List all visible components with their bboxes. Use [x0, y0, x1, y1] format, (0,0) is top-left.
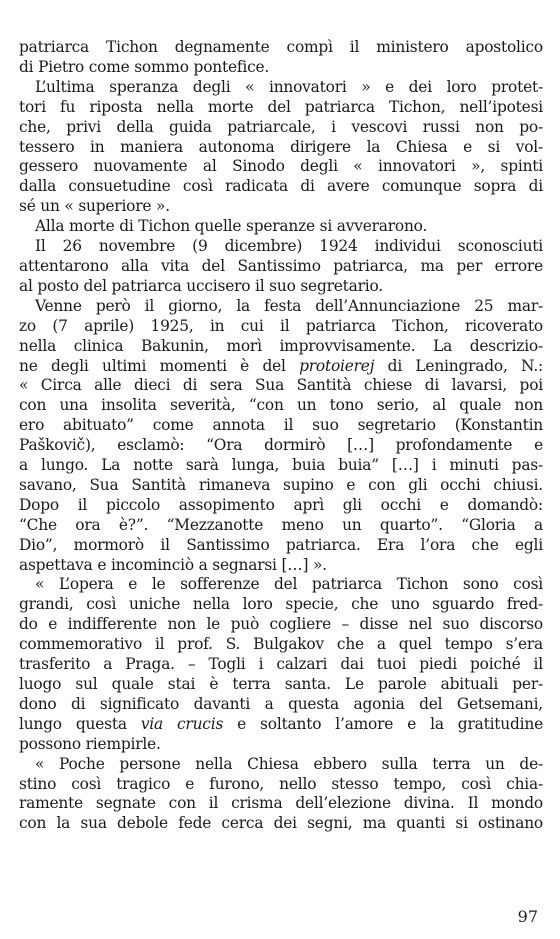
- text-line: Dio”, mormorò il Santissimo patriarca. Era l’ora che egli: [19, 535, 543, 554]
- text-line: gessero nuovamente al Sinodo degli « innovatori », spinti: [19, 157, 543, 176]
- text-line: « L’opera e le sofferenze del patriarca Tichon sono così: [35, 575, 543, 594]
- text-line: ero abituato” come annota il suo segretario (Konstantin: [19, 416, 543, 435]
- text-line: trasferito a Praga. – Togli i calzari dai tuoi piedi poiché il: [19, 655, 543, 674]
- text-line: tessero in maniera autonoma dirigere la Chiesa e si vol-: [19, 137, 543, 156]
- text-line: “Che ora è?”. “Mezzanotte meno un quarto”. “Gloria a: [19, 515, 543, 534]
- text-line: con la sua debole fede cerca dei segni, ma quanti si ostinano: [19, 814, 543, 833]
- text-line: Dopo il piccolo assopimento aprì gli occhi e domandò:: [19, 495, 543, 514]
- page-body-text: [19, 38, 543, 834]
- text-line: attentarono alla vita del Santissimo patriarca, ma per errore: [19, 256, 543, 275]
- text-line: « Poche persone nella Chiesa ebbero sulla terra un de-: [35, 754, 543, 773]
- text-line: aspettava e incominciò a segnarsi […] ».: [19, 555, 327, 574]
- text-line: patriarca Tichon degnamente compì il ministero apostolico: [19, 38, 543, 56]
- text-line: sé un « superiore ».: [19, 197, 170, 216]
- text-line: possono riempirle.: [19, 734, 161, 753]
- page-number: 97: [517, 907, 538, 926]
- text-line: lungo questa via crucis e soltanto l’amore e la gratitudine: [19, 714, 543, 733]
- text-line: dono di significato davanti a questa agonia del Getsemani,: [19, 694, 543, 713]
- text-line: di Pietro come sommo pontefice.: [19, 57, 270, 76]
- text-line: commemorativo il prof. S. Bulgakov che a quel tempo s’era: [19, 635, 543, 654]
- text-line: con una insolita severità, “con un tono serio, al quale non: [19, 396, 543, 415]
- text-line: « Circa alle dieci di sera Sua Santità chiese di lavarsi, poi: [19, 376, 543, 395]
- text-line: savano, Sua Santità rimaneva supino e con gli occhi chiusi.: [19, 475, 543, 494]
- text-line: che, privi della guida patriarcale, i vescovi russi non po-: [19, 117, 543, 136]
- text-line: ne degli ultimi momenti è del protoierej di Leningrado, N.:: [19, 356, 543, 375]
- text-line: Alla morte di Tichon quelle speranze si avverarono.: [35, 217, 428, 236]
- text-line: Il 26 novembre (9 dicembre) 1924 individui sconosciuti: [35, 237, 543, 256]
- text-line: luogo sul quale stai è terra santa. Le parole abituali per-: [19, 675, 543, 693]
- text-line: al posto del patriarca uccisero il suo segretario.: [19, 276, 383, 295]
- text-line: ramente segnate con il crisma dell’elezione divina. Il mondo: [19, 794, 543, 813]
- text-line: L’ultima speranza degli « innovatori » e dei loro protet-: [35, 77, 543, 96]
- text-line: do e indifferente non le può cogliere – disse nel suo discorso: [19, 615, 543, 634]
- text-line: tori fu riposta nella morte del patriarca Tichon, nell’ipotesi: [19, 97, 543, 116]
- text-line: nella clinica Bakunin, morì improvvisamente. La descrizio-: [19, 336, 543, 355]
- text-line: zo (7 aprile) 1925, in cui il patriarca Tichon, ricoverato: [19, 316, 543, 335]
- text-line: stino così tragico e furono, nello stesso tempo, così chia-: [19, 774, 543, 793]
- text-line: Paškovič), esclamò: “Ora dormirò […] profondamente e: [19, 436, 543, 455]
- text-line: grandi, così uniche nella loro specie, che uno sguardo fred-: [19, 595, 543, 614]
- text-line: a lungo. La notte sarà lunga, buia buia” […] i minuti pas-: [19, 456, 543, 475]
- text-line: dalla consuetudine così radicata di avere comunque sopra di: [19, 177, 543, 196]
- text-line: Venne però il giorno, la festa dell’Annunciazione 25 mar-: [35, 296, 543, 315]
